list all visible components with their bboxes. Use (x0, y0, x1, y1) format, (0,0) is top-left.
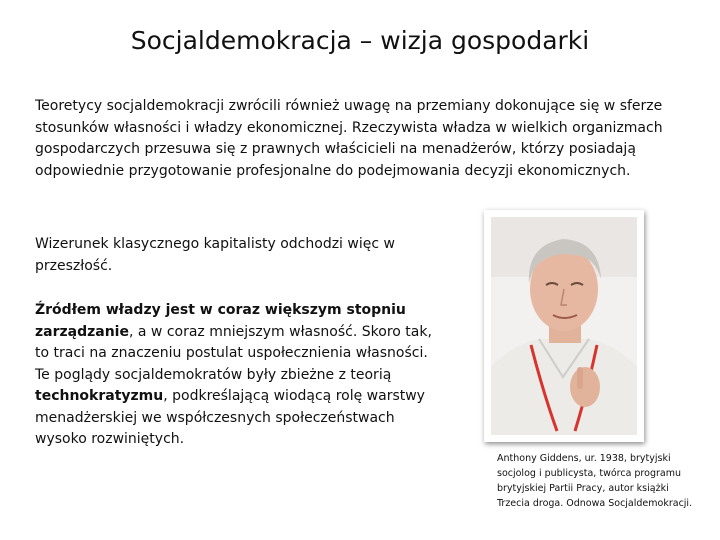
paragraph-management-power (35, 300, 440, 451)
slide-title: Socjaldemokracja – wizja gospodarki (130, 26, 590, 55)
paragraph-classic-capitalist: Wizerunek klasycznego kapitalisty odchodzi więc w przeszłość. (35, 236, 395, 274)
text-segment-ownership: , a w coraz mniejszym własność. Skoro tak, to traci na znaczeniu postulat uspołecznienia własności. Te poglądy socjaldemokratów były zbieżne z teorią (35, 323, 432, 383)
portrait-caption: Anthony Giddens, ur. 1938, brytyjski socjolog i publicysta, twórca programu brytyjskiej Partii Pracy, autor książki Trzecia droga. Odnowa Socjaldemokracji. (497, 453, 693, 509)
portrait-photo (491, 217, 637, 435)
paragraph-ownership-power: Teoretycy socjaldemokracji zwrócili również uwagę na przemiany dokonujące się w sferze stosunków własności i władzy ekonomicznej. Rzeczywista władza w wielkich organizmach gospodarczych przesuwa się z prawnych właścicieli na menadżerów, którzy posiadają odpowiednie przygotowanie profesjonalne do podejmowania decyzji ekonomicznych. (35, 98, 663, 179)
portrait-illustration (491, 217, 637, 435)
bold-phrase-management: Źródłem władzy jest w coraz większym stopniu zarządzanie (35, 302, 406, 340)
bold-phrase-technocracy: technokratyzmu (35, 388, 164, 404)
portrait-frame (484, 210, 644, 442)
text-segment-managerial-role: , podkreślającą wiodącą rolę warstwy menadżerskiej we współczesnych społeczeństwach wysoko rozwiniętych. (35, 388, 425, 447)
